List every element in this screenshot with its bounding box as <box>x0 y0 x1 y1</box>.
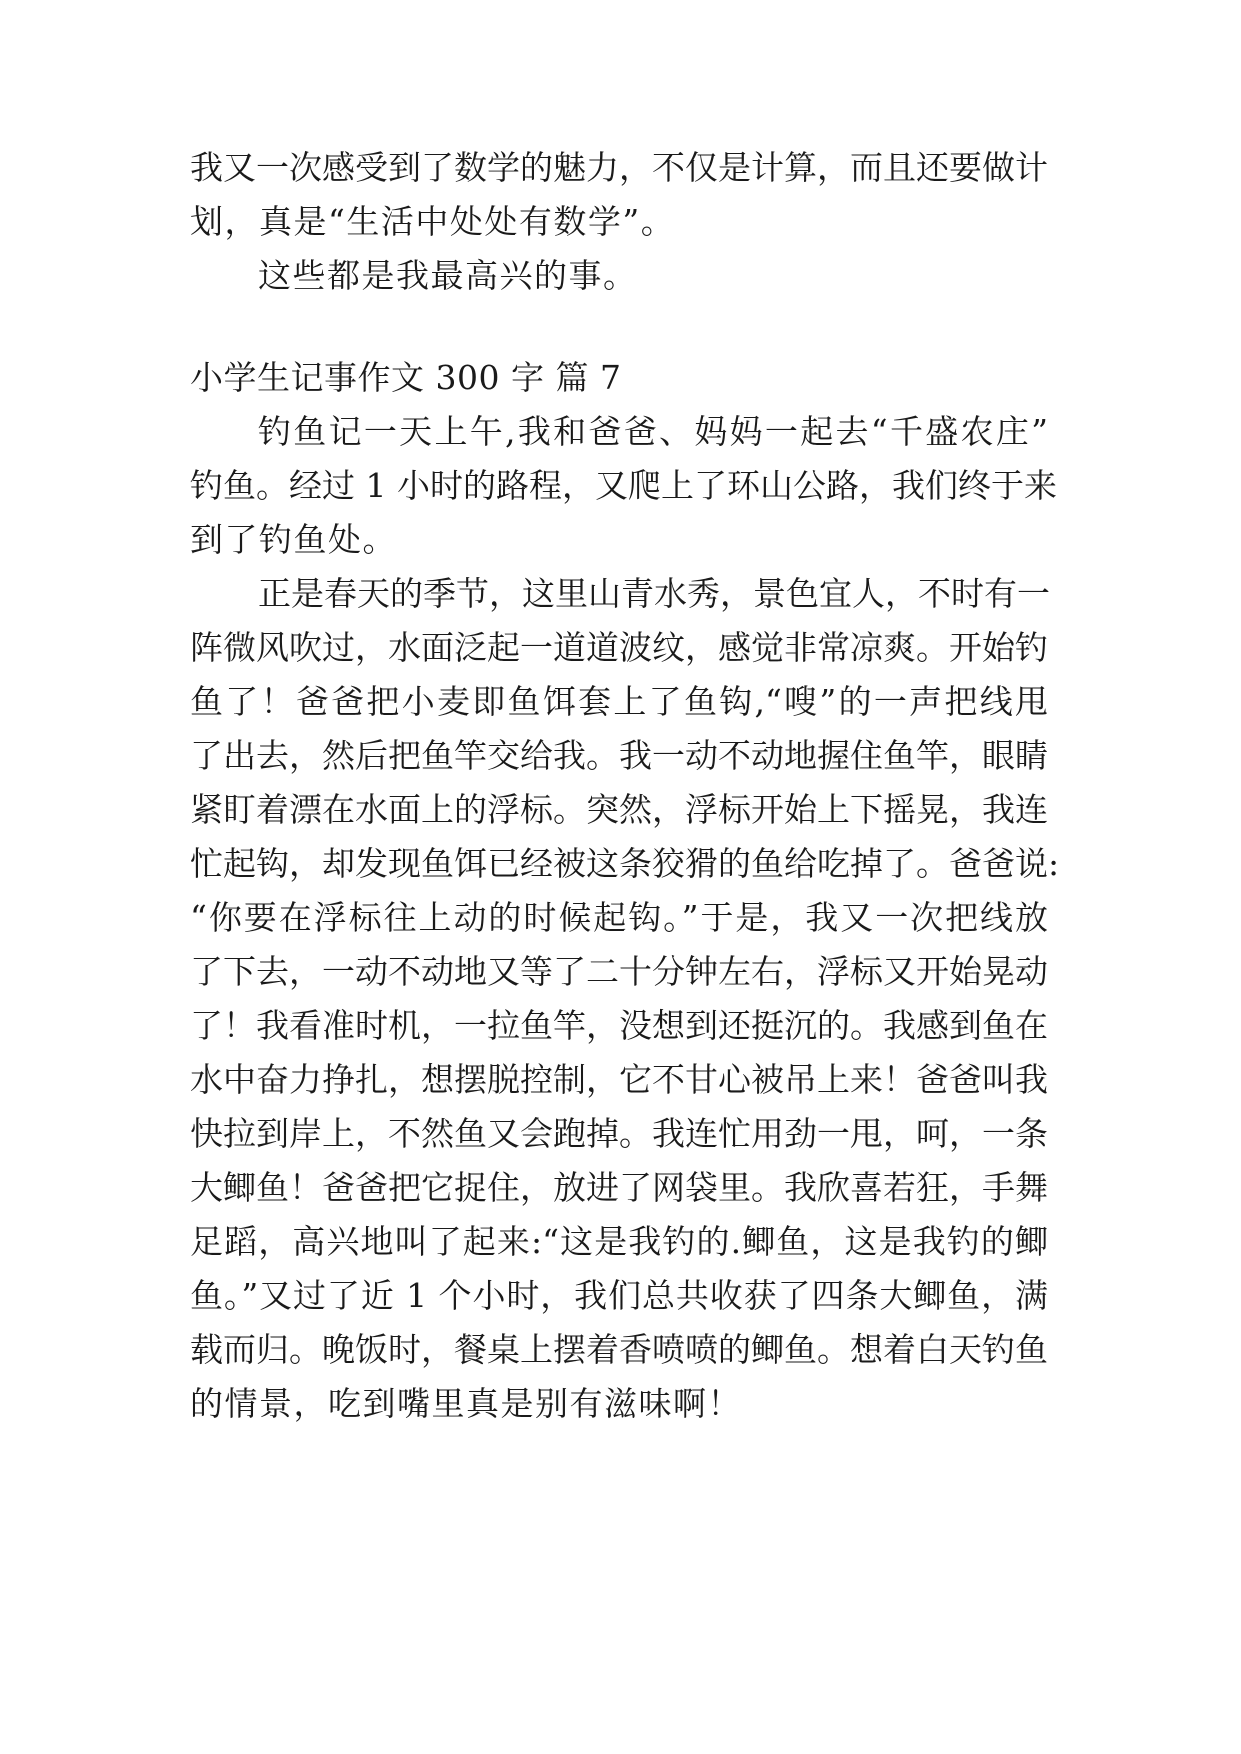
text-line: 了下去，一动不动地又等了二十分钟左右，浮标又开始晃动 <box>190 952 1048 991</box>
text-line: 大鲫鱼！爸爸把它捉住，放进了网袋里。我欣喜若狂，手舞 <box>190 1168 1048 1207</box>
text-line: 阵微风吹过，水面泛起一道道波纹，感觉非常凉爽。开始钓 <box>190 628 1048 667</box>
text-line: “你要在浮标往上动的时候起钩。”于是，我又一次把线放 <box>190 898 1048 937</box>
text-line: 钓鱼。经过 1 小时的路程，又爬上了环山公路，我们终于来 <box>190 466 1057 505</box>
text-line: 鱼了！爸爸把小麦即鱼饵套上了鱼钩,“嗖”的一声把线甩 <box>190 682 1048 721</box>
text-line: 的情景，吃到嘴里真是别有滋味啊！ <box>190 1384 742 1423</box>
text-line: 快拉到岸上，不然鱼又会跑掉。我连忙用劲一甩，呵，一条 <box>190 1114 1048 1153</box>
text-line: 鱼。”又过了近 1 个小时，我们总共收获了四条大鲫鱼，满 <box>190 1276 1048 1315</box>
text-line: 水中奋力挣扎，想摆脱控制，它不甘心被吊上来！爸爸叫我 <box>190 1060 1048 1099</box>
text-line: 到了钓鱼处。 <box>190 520 397 559</box>
text-line: 钓鱼记一天上午,我和爸爸、妈妈一起去“千盛农庄” <box>258 412 1048 451</box>
text-line: 划，真是“生活中处处有数学”。 <box>190 202 676 241</box>
text-line: 载而归。晚饭时，餐桌上摆着香喷喷的鲫鱼。想着白天钓鱼 <box>190 1330 1048 1369</box>
text-line: 足蹈，高兴地叫了起来:“这是我钓的.鲫鱼，这是我钓的鲫 <box>190 1222 1048 1261</box>
text-line: 忙起钩，却发现鱼饵已经被这条狡猾的鱼给吃掉了。爸爸说: <box>190 844 1060 883</box>
text-line: 了！我看准时机，一拉鱼竿，没想到还挺沉的。我感到鱼在 <box>190 1006 1048 1045</box>
text-line: 我又一次感受到了数学的魅力，不仅是计算，而且还要做计 <box>190 148 1048 187</box>
text-line: 正是春天的季节，这里山青水秀，景色宜人，不时有一 <box>258 574 1050 613</box>
text-line: 紧盯着漂在水面上的浮标。突然，浮标开始上下摇晃，我连 <box>190 790 1048 829</box>
section-heading: 小学生记事作文 300 字 篇 7 <box>190 358 622 397</box>
closing-sentence: 这些都是我最高兴的事。 <box>258 256 638 295</box>
text-line: 了出去，然后把鱼竿交给我。我一动不动地握住鱼竿，眼睛 <box>190 736 1048 775</box>
